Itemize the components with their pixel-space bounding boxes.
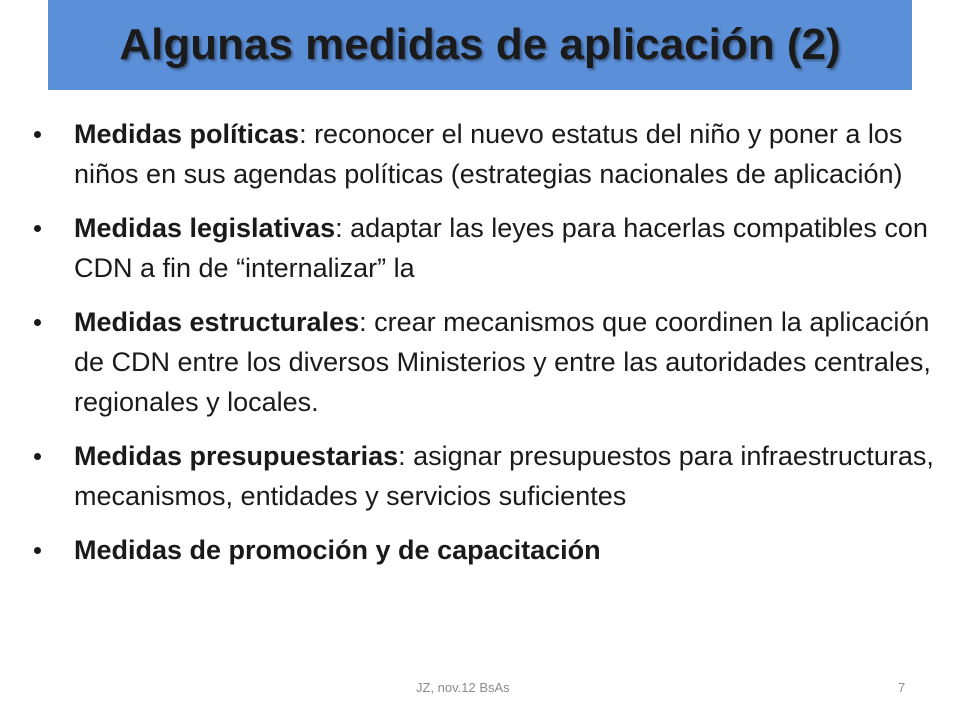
bullet-text: : asignar presupuestos para infraestructuras, mecanismos, entidades y servicios suficientes bbox=[74, 441, 934, 511]
bullet-icon bbox=[34, 453, 41, 460]
bullet-item bbox=[32, 530, 944, 570]
bullet-item bbox=[32, 114, 944, 194]
bullet-text: : crear mecanismos que coordinen la aplicación de CDN entre los diversos Ministerios y entre las autoridades centrales, regionales y locales. bbox=[74, 307, 931, 417]
bullet-list bbox=[32, 114, 944, 584]
slide-title: Algunas medidas de aplicación (2) bbox=[119, 20, 841, 69]
bullet-text: : reconocer el nuevo estatus del niño y poner a los niños en sus agendas políticas (estrategias nacionales de aplicación) bbox=[74, 119, 903, 189]
bullet-icon bbox=[34, 131, 41, 138]
bullet-icon bbox=[34, 225, 41, 232]
bullet-term: Medidas estructurales bbox=[74, 307, 360, 337]
bullet-item bbox=[32, 302, 944, 422]
bullet-term: Medidas de promoción y de capacitación bbox=[74, 535, 601, 565]
footer-text: JZ, nov.12 BsAs bbox=[416, 680, 510, 695]
bullet-term: Medidas políticas bbox=[74, 119, 300, 149]
bullet-item bbox=[32, 436, 944, 516]
bullet-term: Medidas presupuestarias bbox=[74, 441, 399, 471]
bullet-item bbox=[32, 208, 944, 288]
bullet-text: : adaptar las leyes para hacerlas compatibles con CDN a fin de “internalizar” la bbox=[74, 213, 928, 283]
bullet-icon bbox=[34, 319, 41, 326]
title-banner bbox=[48, 0, 912, 90]
bullet-term: Medidas legislativas bbox=[74, 213, 336, 243]
footer bbox=[0, 680, 960, 704]
bullet-icon bbox=[34, 547, 41, 554]
page-number: 7 bbox=[898, 680, 906, 695]
